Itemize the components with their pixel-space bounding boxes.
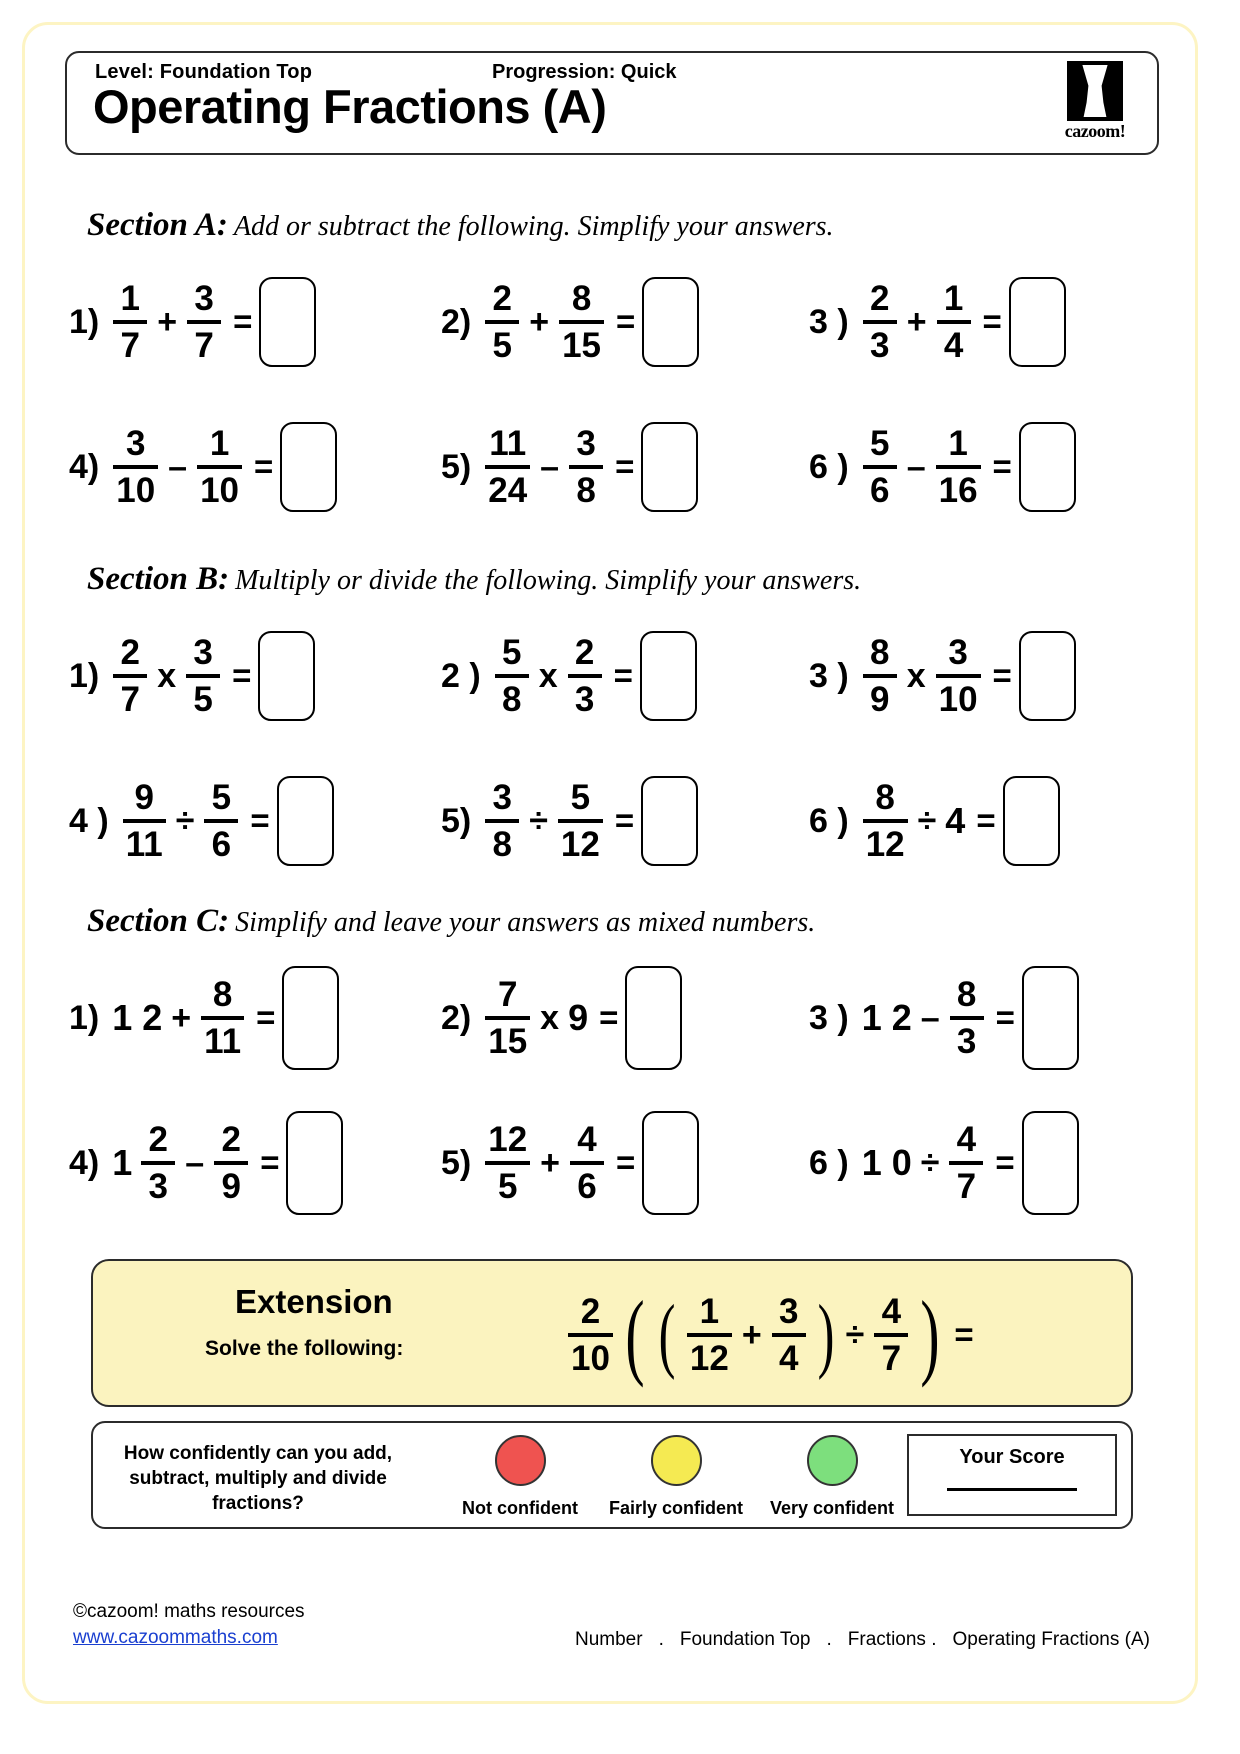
fraction-numerator: 2 <box>120 633 140 672</box>
fraction-numerator: 3 <box>492 778 512 817</box>
fraction-numerator: 3 <box>194 279 214 318</box>
question-operator: + <box>906 302 927 341</box>
question-number: 1) <box>69 998 100 1037</box>
fraction-bar <box>936 674 981 678</box>
question-operator: – <box>920 998 940 1037</box>
section-description: Simplify and leave your answers as mixed numbers. <box>235 907 816 938</box>
section-heading <box>87 903 815 940</box>
fraction-bar <box>687 1333 732 1337</box>
fraction-bar <box>485 465 530 469</box>
left-fraction <box>113 280 147 364</box>
left-fraction <box>123 779 166 863</box>
equals-sign: = <box>614 802 635 839</box>
confidence-option[interactable] <box>757 1435 907 1519</box>
answer-box[interactable] <box>259 277 316 367</box>
logo-vase-icon <box>1080 65 1110 117</box>
fraction-numerator: 3 <box>948 633 968 672</box>
section-title: Section C: <box>87 903 230 939</box>
fraction-denominator: 10 <box>571 1339 610 1378</box>
outer-close-paren: ) <box>920 1280 940 1388</box>
answer-box[interactable] <box>286 1111 343 1215</box>
fraction-numerator: 11 <box>489 424 527 463</box>
fraction-denominator: 24 <box>488 471 528 510</box>
right-fraction <box>569 425 603 509</box>
fraction-denominator: 10 <box>938 680 978 719</box>
equals-sign: = <box>250 802 270 839</box>
left-whole-number: 1 2 <box>112 997 163 1038</box>
question-item <box>809 959 1079 1077</box>
left-fraction <box>863 280 897 364</box>
question-row <box>69 762 1159 880</box>
equals-sign: = <box>613 657 633 694</box>
question-item <box>441 762 698 880</box>
equals-sign: = <box>995 999 1015 1036</box>
question-operator: – <box>168 447 188 486</box>
fraction-denominator: 6 <box>869 471 890 510</box>
question-number: 6 ) <box>809 1143 849 1182</box>
fraction-denominator: 8 <box>576 471 596 510</box>
fraction-numerator: 2 <box>580 1292 601 1331</box>
extension-operator-2: ÷ <box>845 1315 865 1354</box>
fraction-bar <box>485 1161 530 1165</box>
question-operator: – <box>185 1143 205 1182</box>
right-fraction <box>937 280 971 364</box>
question-row <box>69 408 1159 526</box>
question-operator: – <box>906 447 926 486</box>
fraction-denominator: 15 <box>562 326 602 365</box>
fraction-denominator: 3 <box>148 1167 168 1206</box>
extension-outer-fraction <box>568 1293 613 1377</box>
question-operator: ÷ <box>529 801 548 840</box>
answer-box[interactable] <box>1019 422 1076 512</box>
fraction-numerator: 9 <box>134 778 154 817</box>
fraction-numerator: 8 <box>875 778 895 817</box>
confidence-dot-icon[interactable] <box>495 1435 546 1486</box>
fraction-numerator: 3 <box>125 424 146 463</box>
fraction-bar <box>950 1016 984 1020</box>
left-fraction <box>113 425 158 509</box>
question-operator: x <box>906 656 926 695</box>
fraction-bar <box>558 819 603 823</box>
question-number: 5) <box>441 1143 472 1182</box>
answer-box[interactable] <box>282 966 339 1070</box>
question-item <box>441 263 699 381</box>
equals-sign: = <box>982 303 1002 340</box>
answer-box[interactable] <box>1019 631 1076 721</box>
fraction-numerator: 2 <box>148 1120 168 1159</box>
question-operator: + <box>171 998 192 1037</box>
fraction-bar <box>568 674 602 678</box>
question-operator: – <box>540 447 560 486</box>
question-row <box>69 617 1159 735</box>
answer-box[interactable] <box>641 422 698 512</box>
question-number: 5) <box>441 447 472 486</box>
equals-sign: = <box>256 999 276 1036</box>
fraction-numerator: 5 <box>570 778 591 817</box>
fraction-bar <box>187 320 221 324</box>
fraction-numerator: 5 <box>211 778 232 817</box>
breadcrumb-part: Number <box>575 1629 643 1650</box>
left-mixed-whole: 1 <box>112 1142 133 1183</box>
fraction-denominator: 5 <box>497 1167 518 1206</box>
fraction-numerator: 1 <box>699 1292 720 1331</box>
equals-sign: = <box>992 657 1012 694</box>
question-number: 1) <box>69 302 100 341</box>
outer-open-paren: ( <box>625 1280 645 1388</box>
breadcrumb-part: . <box>826 1629 832 1650</box>
question-item <box>69 617 315 735</box>
copyright-text: ©cazoom! maths resources <box>73 1601 305 1622</box>
right-fraction <box>570 1121 604 1205</box>
right-fraction <box>204 779 238 863</box>
fraction-bar <box>772 1333 806 1337</box>
question-item <box>441 1104 699 1222</box>
right-fraction <box>949 1121 983 1205</box>
section-description: Add or subtract the following. Simplify your answers. <box>233 211 834 242</box>
equals-sign: = <box>995 1144 1015 1181</box>
extension-fraction-a <box>687 1293 732 1377</box>
fraction-bar <box>485 320 519 324</box>
fraction-denominator: 12 <box>560 825 600 864</box>
fraction-denominator: 8 <box>501 680 522 719</box>
fraction-numerator: 2 <box>492 279 512 318</box>
question-number: 3 ) <box>809 302 849 341</box>
footer-left <box>73 1599 305 1650</box>
equals-sign: = <box>616 303 636 340</box>
right-fraction <box>186 634 220 718</box>
question-item <box>69 762 334 880</box>
question-item <box>69 263 316 381</box>
fraction-numerator: 1 <box>948 424 968 463</box>
breadcrumb-part: Foundation Top <box>679 1629 811 1650</box>
fraction-denominator: 10 <box>116 471 156 510</box>
right-fraction <box>936 425 981 509</box>
left-fraction <box>141 1121 175 1205</box>
question-number: 3 ) <box>809 998 849 1037</box>
fraction-bar <box>863 674 897 678</box>
extension-equals: = <box>954 1316 974 1353</box>
question-number: 6 ) <box>809 801 849 840</box>
website-link[interactable]: www.cazoommaths.com <box>73 1626 278 1648</box>
fraction-numerator: 8 <box>212 975 233 1014</box>
question-number: 6 ) <box>809 447 849 486</box>
fraction-bar <box>485 1016 530 1020</box>
right-fraction <box>558 779 603 863</box>
fraction-bar <box>559 320 604 324</box>
question-number: 3 ) <box>809 656 849 695</box>
right-fraction <box>568 634 602 718</box>
fraction-bar <box>863 320 897 324</box>
extension-operator-1: + <box>741 1315 762 1354</box>
fraction-numerator: 4 <box>881 1292 902 1331</box>
left-fraction <box>485 976 530 1060</box>
fraction-denominator: 8 <box>492 825 512 864</box>
confidence-label: Not confident <box>462 1498 578 1518</box>
fraction-denominator: 9 <box>869 680 890 719</box>
question-operator: x <box>540 998 560 1037</box>
equals-sign: = <box>232 657 252 694</box>
answer-box[interactable] <box>642 277 699 367</box>
fraction-bar <box>201 1016 244 1020</box>
breadcrumb-part: Operating Fractions (A) <box>952 1629 1150 1650</box>
left-whole-number: 1 0 <box>861 1142 912 1183</box>
fraction-numerator: 8 <box>869 633 890 672</box>
question-item <box>69 1104 343 1222</box>
fraction-numerator: 8 <box>571 279 592 318</box>
fraction-bar <box>937 320 971 324</box>
fraction-numerator: 2 <box>869 279 890 318</box>
fraction-denominator: 6 <box>211 825 232 864</box>
left-fraction <box>485 425 530 509</box>
fraction-denominator: 3 <box>956 1022 977 1061</box>
question-row <box>69 1104 1159 1222</box>
fraction-bar <box>874 1333 908 1337</box>
answer-box[interactable] <box>641 776 698 866</box>
left-fraction <box>485 779 519 863</box>
left-fraction <box>863 634 897 718</box>
progression-label: Progression: Quick <box>492 61 677 83</box>
fraction-denominator: 6 <box>577 1167 597 1206</box>
fraction-numerator: 1 <box>943 279 964 318</box>
answer-box[interactable] <box>277 776 334 866</box>
logo-square-icon <box>1067 61 1123 121</box>
score-box[interactable] <box>907 1434 1117 1516</box>
worksheet-page <box>22 22 1198 1704</box>
extension-expression <box>563 1275 981 1395</box>
question-item <box>441 408 698 526</box>
inner-open-paren: ( <box>658 1288 676 1382</box>
fraction-denominator: 7 <box>120 680 140 719</box>
fraction-bar <box>570 1161 604 1165</box>
confidence-question: How confidently can you add, subtract, multiply and divide fractions? <box>123 1443 393 1515</box>
extension-fraction-c <box>874 1293 908 1377</box>
question-item <box>809 408 1076 526</box>
question-item <box>809 762 1060 880</box>
section-heading <box>87 207 834 244</box>
question-number: 4) <box>69 1143 100 1182</box>
fraction-numerator: 1 <box>120 279 140 318</box>
fraction-denominator: 7 <box>120 326 140 365</box>
confidence-label: Very confident <box>769 1498 895 1518</box>
fraction-denominator: 9 <box>221 1167 241 1206</box>
fraction-numerator: 8 <box>956 975 977 1014</box>
answer-box[interactable] <box>1009 277 1066 367</box>
question-operator: + <box>540 1143 561 1182</box>
fraction-numerator: 2 <box>574 633 595 672</box>
fraction-numerator: 2 <box>221 1120 241 1159</box>
equals-sign: = <box>254 448 274 485</box>
fraction-bar <box>141 1161 175 1165</box>
fraction-denominator: 5 <box>492 326 512 365</box>
level-label: Level: Foundation Top <box>95 61 313 83</box>
confidence-label: Fairly confident <box>608 1498 743 1518</box>
fraction-denominator: 3 <box>869 326 890 365</box>
fraction-numerator: 3 <box>576 424 596 463</box>
section-title: Section B: <box>87 561 230 597</box>
fraction-numerator: 3 <box>778 1292 799 1331</box>
left-fraction <box>863 779 908 863</box>
equals-sign: = <box>260 1144 280 1181</box>
fraction-numerator: 1 <box>209 424 230 463</box>
section-heading <box>87 561 861 598</box>
fraction-denominator: 16 <box>938 471 978 510</box>
fraction-bar <box>214 1161 248 1165</box>
equals-sign: = <box>992 448 1012 485</box>
inner-close-paren: ) <box>817 1288 835 1382</box>
answer-box[interactable] <box>258 631 315 721</box>
fraction-numerator: 7 <box>497 975 518 1014</box>
answer-box[interactable] <box>640 631 697 721</box>
question-operator: x <box>157 656 177 695</box>
fraction-bar <box>113 674 147 678</box>
fraction-numerator: 4 <box>577 1120 597 1159</box>
question-item <box>69 959 339 1077</box>
fraction-denominator: 3 <box>574 680 595 719</box>
right-whole-number: 9 <box>568 997 589 1038</box>
left-fraction <box>485 280 519 364</box>
cazoom-logo <box>1051 61 1139 147</box>
question-number: 4) <box>69 447 100 486</box>
fraction-denominator: 15 <box>488 1022 528 1061</box>
worksheet-header <box>65 51 1159 155</box>
question-row <box>69 263 1159 381</box>
fraction-denominator: 7 <box>881 1339 902 1378</box>
confidence-dot-icon[interactable] <box>651 1435 702 1486</box>
fraction-numerator: 5 <box>501 633 522 672</box>
question-item <box>809 617 1076 735</box>
fraction-numerator: 5 <box>869 424 890 463</box>
equals-sign: = <box>615 448 635 485</box>
logo-wordmark: cazoom! <box>1064 121 1126 141</box>
fraction-numerator: 3 <box>193 633 213 672</box>
fraction-denominator: 4 <box>778 1339 799 1378</box>
left-fraction <box>495 634 529 718</box>
fraction-bar <box>197 465 242 469</box>
fraction-bar <box>495 674 529 678</box>
fraction-numerator: 4 <box>956 1120 977 1159</box>
breadcrumb-part: . <box>658 1629 664 1650</box>
question-operator: x <box>538 656 558 695</box>
question-operator: ÷ <box>920 1143 940 1182</box>
right-fraction <box>187 280 221 364</box>
fraction-denominator: 5 <box>193 680 213 719</box>
answer-box[interactable] <box>625 966 682 1070</box>
right-fraction <box>936 634 981 718</box>
question-number: 2) <box>441 302 472 341</box>
extension-fraction-b <box>772 1293 806 1377</box>
question-item <box>441 617 697 735</box>
question-number: 2 ) <box>441 656 481 695</box>
right-fraction <box>201 976 244 1060</box>
question-item <box>441 959 682 1077</box>
fraction-denominator: 7 <box>194 326 214 365</box>
confidence-option[interactable] <box>601 1435 751 1519</box>
answer-box[interactable] <box>1022 1111 1079 1215</box>
answer-box[interactable] <box>642 1111 699 1215</box>
confidence-panel <box>91 1421 1133 1529</box>
fraction-denominator: 10 <box>200 471 240 510</box>
fraction-denominator: 12 <box>689 1339 729 1378</box>
answer-box[interactable] <box>280 422 337 512</box>
question-operator: ÷ <box>175 801 195 840</box>
fraction-bar <box>569 465 603 469</box>
right-fraction <box>950 976 984 1060</box>
right-fraction <box>559 280 604 364</box>
question-number: 2) <box>441 998 472 1037</box>
score-write-line[interactable] <box>947 1488 1077 1491</box>
fraction-denominator: 12 <box>865 825 905 864</box>
fraction-bar <box>113 465 158 469</box>
question-number: 4 ) <box>69 801 109 840</box>
confidence-dot-icon[interactable] <box>807 1435 858 1486</box>
right-whole-number: 4 <box>945 800 966 841</box>
left-fraction <box>863 425 897 509</box>
fraction-bar <box>863 465 897 469</box>
section-description: Multiply or divide the following. Simplify your answers. <box>235 565 862 596</box>
fraction-denominator: 11 <box>125 825 163 864</box>
left-fraction <box>113 634 147 718</box>
question-item <box>809 1104 1079 1222</box>
fraction-bar <box>863 819 908 823</box>
fraction-bar <box>485 819 519 823</box>
extension-panel <box>91 1259 1133 1407</box>
fraction-bar <box>936 465 981 469</box>
answer-box[interactable] <box>1022 966 1079 1070</box>
fraction-bar <box>113 320 147 324</box>
fraction-denominator: 7 <box>956 1167 977 1206</box>
extension-title: Extension <box>235 1283 393 1320</box>
question-number: 1) <box>69 656 100 695</box>
breadcrumb <box>573 1629 1152 1651</box>
fraction-bar <box>568 1333 613 1337</box>
fraction-bar <box>123 819 166 823</box>
question-operator: + <box>529 302 550 341</box>
fraction-bar <box>186 674 220 678</box>
equals-sign: = <box>616 1144 636 1181</box>
breadcrumb-part: Fractions . <box>847 1629 937 1650</box>
section-title: Section A: <box>87 207 228 243</box>
question-item <box>809 263 1066 381</box>
equals-sign: = <box>599 999 619 1036</box>
fraction-bar <box>204 819 238 823</box>
question-operator: + <box>157 302 178 341</box>
extension-subtitle: Solve the following: <box>205 1337 404 1360</box>
left-fraction <box>485 1121 530 1205</box>
confidence-option[interactable] <box>445 1435 595 1519</box>
question-row <box>69 959 1159 1077</box>
question-operator: ÷ <box>917 801 937 840</box>
page-title: Operating Fractions (A) <box>93 80 607 133</box>
right-fraction <box>197 425 242 509</box>
fraction-bar <box>949 1161 983 1165</box>
question-item <box>69 408 337 526</box>
fraction-numerator: 12 <box>488 1120 528 1159</box>
left-whole-number: 1 2 <box>861 997 912 1038</box>
question-number: 5) <box>441 801 472 840</box>
equals-sign: = <box>233 303 253 340</box>
fraction-denominator: 11 <box>204 1022 242 1061</box>
score-title: Your Score <box>959 1446 1065 1468</box>
equals-sign: = <box>976 802 996 839</box>
fraction-denominator: 4 <box>943 326 964 365</box>
answer-box[interactable] <box>1003 776 1060 866</box>
right-fraction <box>214 1121 248 1205</box>
